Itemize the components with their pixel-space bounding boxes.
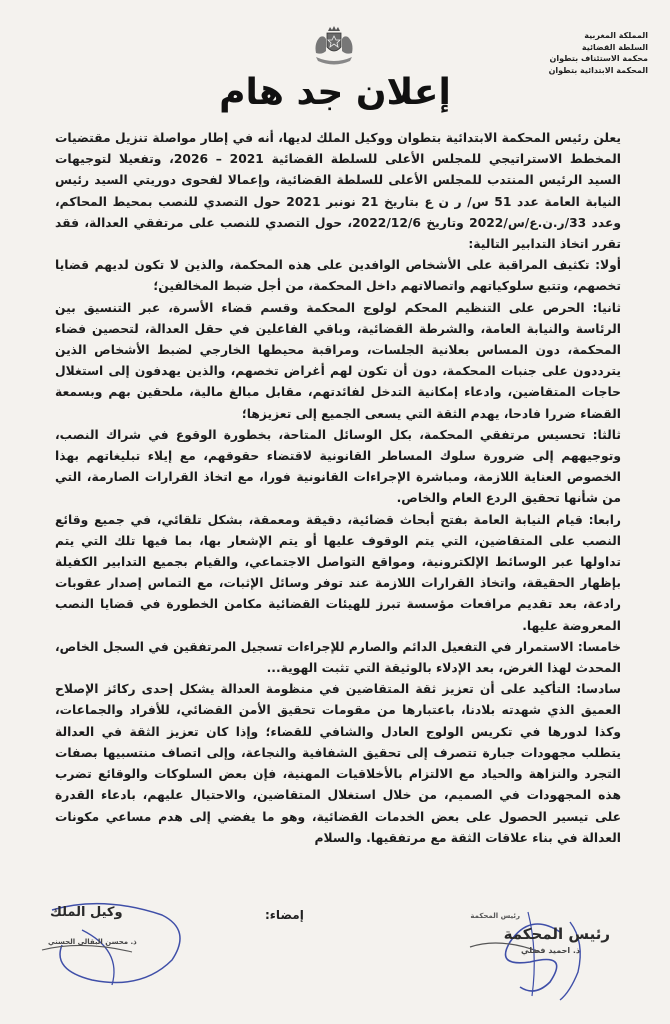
coat-of-arms-icon bbox=[308, 25, 360, 67]
measure-item bbox=[55, 510, 621, 637]
measure-text: تكثيف المراقبة على الأشخاص الوافدين على هذه المحكمة، والذين لا تكون لديهم قضايا تخصهم، وتتبع سلوكياتهم واتصالاتهم داخل المحكمة، من أجل ضبط المخالفين؛ bbox=[55, 258, 621, 294]
announcement-body bbox=[55, 128, 621, 849]
measure-item bbox=[55, 255, 621, 297]
measure-text: الحرص على التنظيم المحكم لولوج المحكمة وقسم قضاء الأسرة، عبر التنسيق بين الرئاسة والنيابة العامة، والشرطة القضائية، وباقي الفاعلين في حقل العدالة، لتحصين فضاء المحكمة، دون المساس بعلانية الجلسات، ومراقبة محيطها الخارجي لضبط الأشخاص الذين يترددون على جنبات المحكمة، دون أن تكون لهم أغراض تخصهم، والذين يهدفون إلى استغلال حاجات المتقاضين، وادعاء إمكانية التدخل لفائدتهم، مقابل مبالغ مالية، ملحقين بهم وبسمعة القضاء ضررا فادحا، يهدم الثقة التي يسعى الجميع إلى تعزيزها؛ bbox=[55, 300, 621, 421]
intro-paragraph: يعلن رئيس المحكمة الابتدائية بتطوان ووكيل الملك لديها، أنه في إطار مواصلة تنزيل مقتضيات المخطط الاستراتيجي للمجلس الأعلى للسلطة القضائية 2021 – 2026، وتفعيلا لتوجيهات السيد الرئيس المنتدب للمجلس الأعلى للسلطة القضائية، وإعمالا لفحوى دوريتي السيد رئيس النيابة العامة عدد 51 س/ ر ن ع بتاريخ 21 نونبر 2021 حول التصدي للنصب بمحيط المحاكم، وعدد 33/ر.ن.ع/س/2022 وتاريخ 2022/12/6، حول التصدي للنصب على مرتفقي العدالة، فقد تقرر اتخاذ التدابير التالية: bbox=[55, 131, 622, 252]
president-stamp-signature bbox=[410, 892, 620, 1002]
header-line-kingdom: المملكة المغربية bbox=[584, 31, 648, 40]
measure-item bbox=[55, 425, 621, 510]
measure-item bbox=[55, 298, 621, 425]
president-stamp-label: رئيس المحكمة bbox=[470, 912, 520, 920]
header-line-judicial-authority: السلطة القضائية bbox=[581, 42, 648, 52]
measure-lead: ثانيا: bbox=[592, 300, 622, 315]
announcement-title: إعلان جد هام bbox=[219, 72, 451, 113]
measure-lead: ثالثا: bbox=[592, 427, 622, 442]
measure-text: تحسيس مرتفقي المحكمة، بكل الوسائل المتاحة، بخطورة الوقوع في شراك النصب، وتوجيههم إلى ضرورة سلوك المساطر القانونية لاقتضاء حقوقهم، مع إيلاء تبليغاتهم بهذا الخصوص العناية اللازمة، ومباشرة الإجراءات القانونية فورا، مع اتخاذ القرارات الصارمة، التي من شأنها تحقيق الردع العام والخاص. bbox=[55, 427, 621, 506]
header-organization bbox=[498, 30, 648, 76]
measure-lead: أولا: bbox=[595, 258, 621, 273]
measure-text: قيام النيابة العامة بفتح أبحاث قضائية، دقيقة ومعمقة، بشكل تلقائي، في جميع وقائع النصب على المتقاضين، التي يتم الوقوف عليها أو يتم الإشعار بها، بما فيها تلك التي يتم تداولها عبر الوسائط الإلكترونية، ومواقع التواصل الاجتماعي، والقيام بجميع التدابير الكفيلة بإظهار الحقيقة، واتخاذ القرارات اللازمة عند توفر وسائل الإثبات، مع التماس إصدار عقوبات رادعة، بعد تقديم مرافعات مؤسسة تبرز للهيئات القضائية مكامن الخطورة في قضايا النصب المعروضة عليها. bbox=[55, 512, 621, 633]
signature-label: إمضاء: bbox=[265, 908, 304, 922]
prosecutor-name: ذ. محسن البقالي الحسني bbox=[48, 938, 137, 946]
measure-lead: سادسا: bbox=[576, 682, 621, 697]
president-title: رئيس المحكمة bbox=[503, 925, 610, 943]
measure-item bbox=[55, 679, 621, 849]
measure-text: الاستمرار في التفعيل الدائم والصارم للإجراءات تسجيل المرتفقين في السجل الخاص، المحدث لهذا الغرض، بعد الإدلاء بالوثيقة التي تثبت الهوية... bbox=[55, 639, 621, 676]
prosecutor-title: وكيل الملك bbox=[50, 905, 123, 920]
header-line-appeal-court: محكمة الاستئناف بتطوان bbox=[549, 54, 648, 63]
measure-lead: خامسا: bbox=[577, 639, 622, 654]
measure-item bbox=[55, 637, 621, 679]
measure-text: التأكيد على أن تعزيز ثقة المتقاضين في منظومة العدالة يشكل إحدى ركائز الإصلاح العميق الذي شهدته بلادنا، باعتبارها من مقومات تحقيق الأمن القضائي، للأفراد والجماعات، وكذا لدورها في تكريس الولوج العادل والشافي للقضاء؛ وإذا كان تعزيز الثقة في العدالة يتطلب مجهودات جبارة تتصرف إلى تحقيق الشفافية والنجاعة، وإلى اتصاف منتسبيها بصفات التجرد والنزاهة والحياد مع الالتزام بالأخلاقيات المهنية، فإن بعض السلوكات والوقائع تضرب هذه المجهودات في الصميم، من خلال استغلال المتقاضين، والاحتيال عليهم، بادعاء القدرة على تيسير الحصول على بعض الخدمات القضائية، وهو ما يفضي إلى هدم مساعي مكونات العدالة في بناء علاقات الثقة مع مرتفقيها. والسلام bbox=[55, 682, 621, 845]
header-line-first-instance-court: المحكمة الابتدائية بتطوان bbox=[548, 65, 648, 75]
president-name: ذ. احميد فضلي bbox=[521, 946, 580, 955]
measure-lead: رابعا: bbox=[588, 512, 621, 527]
